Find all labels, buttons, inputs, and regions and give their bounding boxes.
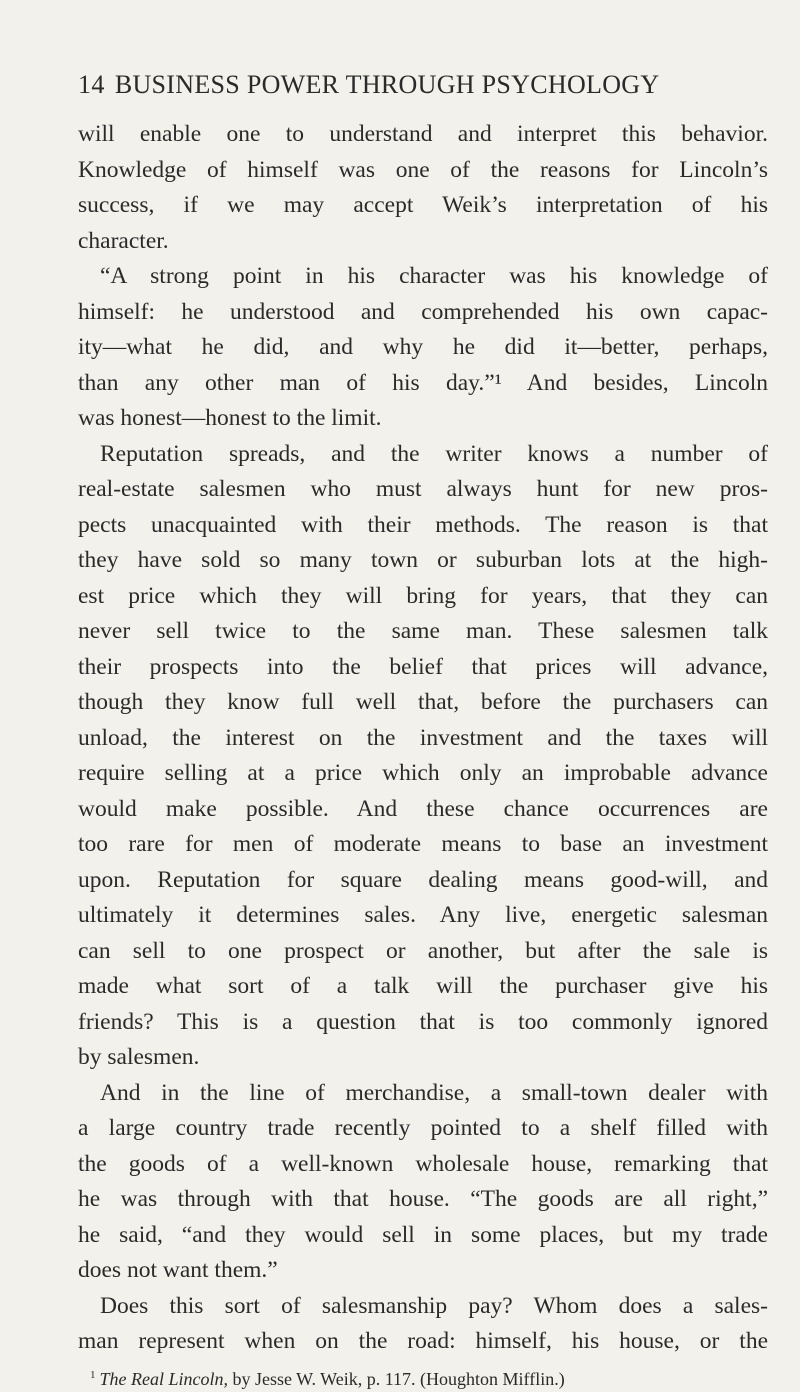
text-line: character.	[78, 227, 169, 254]
text-line: ultimately it determines sales. Any live, energetic salesman	[78, 902, 768, 928]
footnote-source-title: The Real Lincoln,	[99, 1368, 228, 1389]
footnote-source-details: by Jesse W. Weik, p. 117. (Houghton Mifflin.)	[228, 1368, 565, 1389]
book-page	[78, 70, 768, 1392]
footnote	[78, 1362, 768, 1392]
text-line: require selling at a price which only an improbable advance	[78, 760, 768, 786]
text-line: he was through with that house. “The goods are all right,”	[78, 1186, 768, 1212]
text-line: Does this sort of salesmanship pay? Whom does a sales-	[100, 1292, 768, 1319]
text-line: unload, the interest on the investment and the taxes will	[78, 724, 768, 751]
text-line: man represent when on the road: himself, his house, or the	[78, 1328, 768, 1354]
text-line: he said, “and they would sell in some places, but my trade	[78, 1221, 768, 1248]
body-text	[78, 117, 768, 1360]
footnote-marker: 1	[90, 1368, 96, 1381]
text-line: upon. Reputation for square dealing means good-will, and	[78, 866, 768, 893]
text-line: their prospects into the belief that prices will advance,	[78, 653, 768, 680]
text-line: a large country trade recently pointed to a shelf filled with	[78, 1115, 768, 1141]
text-line: And in the line of merchandise, a small-town dealer with	[100, 1079, 768, 1106]
text-line: himself: he understood and comprehended his own capac-	[78, 298, 768, 325]
text-line: Knowledge of himself was one of the reasons for Lincoln’s	[78, 156, 768, 183]
text-line: Reputation spreads, and the writer knows a number of	[100, 440, 768, 467]
text-line: can sell to one prospect or another, but after the sale is	[78, 937, 768, 964]
text-line: real-estate salesmen who must always hunt for new pros-	[78, 476, 768, 502]
text-line: ity—what he did, and why he did it—better, perhaps,	[78, 334, 768, 360]
page-number: 14	[78, 70, 105, 99]
running-title: BUSINESS POWER THROUGH PSYCHOLOGY	[114, 70, 660, 99]
text-line: the goods of a well-known wholesale house, remarking that	[78, 1150, 768, 1177]
text-line: “A strong point in his character was his knowledge of	[100, 263, 768, 289]
text-line: will enable one to understand and interpret this behavior.	[78, 121, 768, 147]
text-line: by salesmen.	[78, 1044, 200, 1070]
text-line: they have sold so many town or suburban lots at the high-	[78, 547, 768, 573]
text-line: too rare for men of moderate means to base an investment	[78, 831, 768, 857]
text-line: pects unacquainted with their methods. The reason is that	[78, 511, 768, 538]
text-line: would make possible. And these chance occurrences are	[78, 795, 768, 822]
text-line: was honest—honest to the limit.	[78, 405, 382, 431]
text-line: est price which they will bring for years, that they can	[78, 582, 768, 609]
text-line: though they know full well that, before the purchasers can	[78, 689, 768, 715]
text-line: never sell twice to the same man. These salesmen talk	[78, 618, 768, 644]
text-line: than any other man of his day.”¹ And besides, Lincoln	[78, 369, 768, 396]
text-line: friends? This is a question that is too commonly ignored	[78, 1008, 768, 1035]
text-line: success, if we may accept Weik’s interpretation of his	[78, 192, 768, 218]
running-head	[78, 70, 768, 110]
text-line: made what sort of a talk will the purchaser give his	[78, 973, 768, 999]
text-line: does not want them.”	[78, 1257, 278, 1283]
